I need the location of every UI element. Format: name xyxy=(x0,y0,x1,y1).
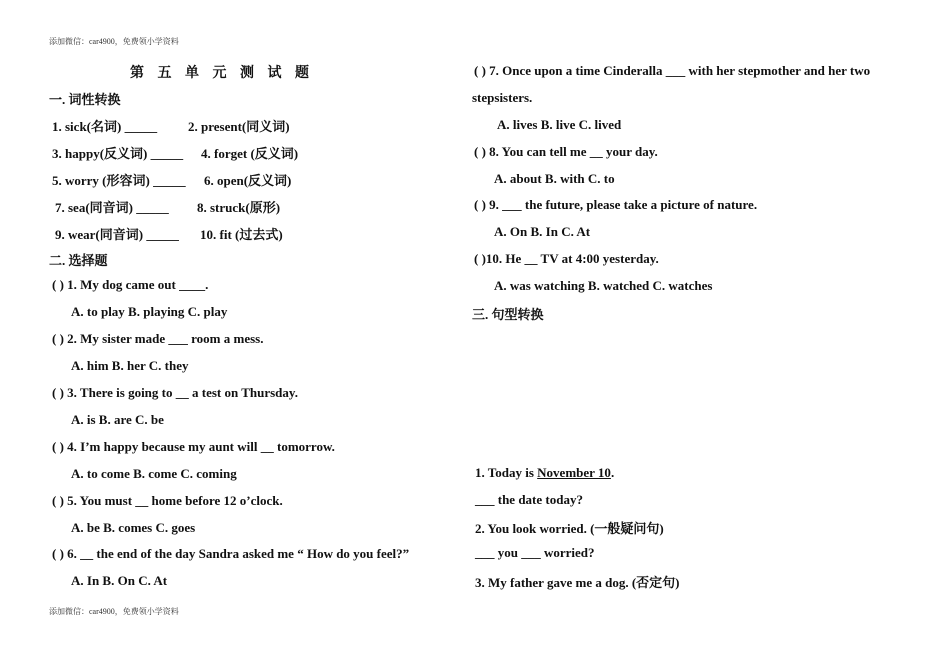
question-10-options: A. was watching B. watched C. watches xyxy=(494,278,713,293)
question-9-options: A. On B. In C. At xyxy=(494,224,591,239)
transform-1-answer-line: ___ the date today? xyxy=(475,492,583,507)
transform-sentence-1 xyxy=(475,465,614,481)
page-title: 第 五 单 元 测 试 题 xyxy=(130,66,314,81)
transform-2-answer-line: ___ you ___ worried? xyxy=(475,545,595,560)
question-4-options: A. to come B. come C. coming xyxy=(71,466,237,481)
underlined-date: November 10 xyxy=(537,465,611,480)
question-4: ( ) 4. I’m happy because my aunt will __ tomorrow. xyxy=(52,439,335,454)
question-3: ( ) 3. There is going to __ a test on Thursday. xyxy=(52,385,298,400)
vocab-item-2: 2. present(同义词) xyxy=(188,119,290,134)
section1-heading: 一. 词性转换 xyxy=(49,92,121,107)
vocab-item-4: 4. forget (反义词) xyxy=(201,146,299,161)
transform-sentence-3: 3. My father gave me a dog. (否定句) xyxy=(475,575,680,590)
vocab-item-3: 3. happy(反义词) _____ xyxy=(52,146,184,161)
question-1-options: A. to play B. playing C. play xyxy=(71,304,228,319)
section3-heading: 三. 句型转换 xyxy=(472,307,544,322)
question-8-options: A. about B. with C. to xyxy=(494,171,615,186)
question-7-continued: stepsisters. xyxy=(472,90,533,105)
vocab-item-8: 8. struck(原形) xyxy=(197,200,281,215)
question-3-options: A. is B. are C. be xyxy=(71,412,164,427)
sentence-1-prefix: 1. Today is xyxy=(475,465,538,480)
vocab-item-9: 9. wear(同音词) _____ xyxy=(55,227,179,242)
vocab-item-1: 1. sick(名词) _____ xyxy=(52,119,158,134)
vocab-item-6: 6. open(反义词) xyxy=(204,173,292,188)
transform-sentence-2: 2. You look worried. (一般疑问句) xyxy=(475,521,664,536)
question-2: ( ) 2. My sister made ___ room a mess. xyxy=(52,331,264,346)
question-8: ( ) 8. You can tell me __ your day. xyxy=(474,144,658,159)
question-10: ( )10. He __ TV at 4:00 yesterday. xyxy=(474,251,659,266)
question-6-options: A. In B. On C. At xyxy=(71,573,168,588)
question-1: ( ) 1. My dog came out ____. xyxy=(52,277,209,292)
section2-heading: 二. 选择题 xyxy=(49,253,108,268)
header-note: 添加微信：car4900，免费领小学资料 xyxy=(49,37,179,46)
footer-note: 添加微信：car4900，免费领小学资料 xyxy=(49,607,179,616)
sentence-1-suffix: . xyxy=(610,465,615,480)
question-5: ( ) 5. You must __ home before 12 o’clock. xyxy=(52,493,283,508)
question-7-options: A. lives B. live C. lived xyxy=(497,117,622,132)
question-7: ( ) 7. Once upon a time Cinderalla ___ with her stepmother and her two xyxy=(474,63,871,78)
question-5-options: A. be B. comes C. goes xyxy=(71,520,196,535)
vocab-item-10: 10. fit (过去式) xyxy=(200,227,283,242)
vocab-item-5: 5. worry (形容词) _____ xyxy=(52,173,186,188)
question-9: ( ) 9. ___ the future, please take a picture of nature. xyxy=(474,197,758,212)
question-2-options: A. him B. her C. they xyxy=(71,358,189,373)
question-6: ( ) 6. __ the end of the day Sandra asked me “ How do you feel?” xyxy=(52,546,410,561)
vocab-item-7: 7. sea(同音词) _____ xyxy=(55,200,169,215)
